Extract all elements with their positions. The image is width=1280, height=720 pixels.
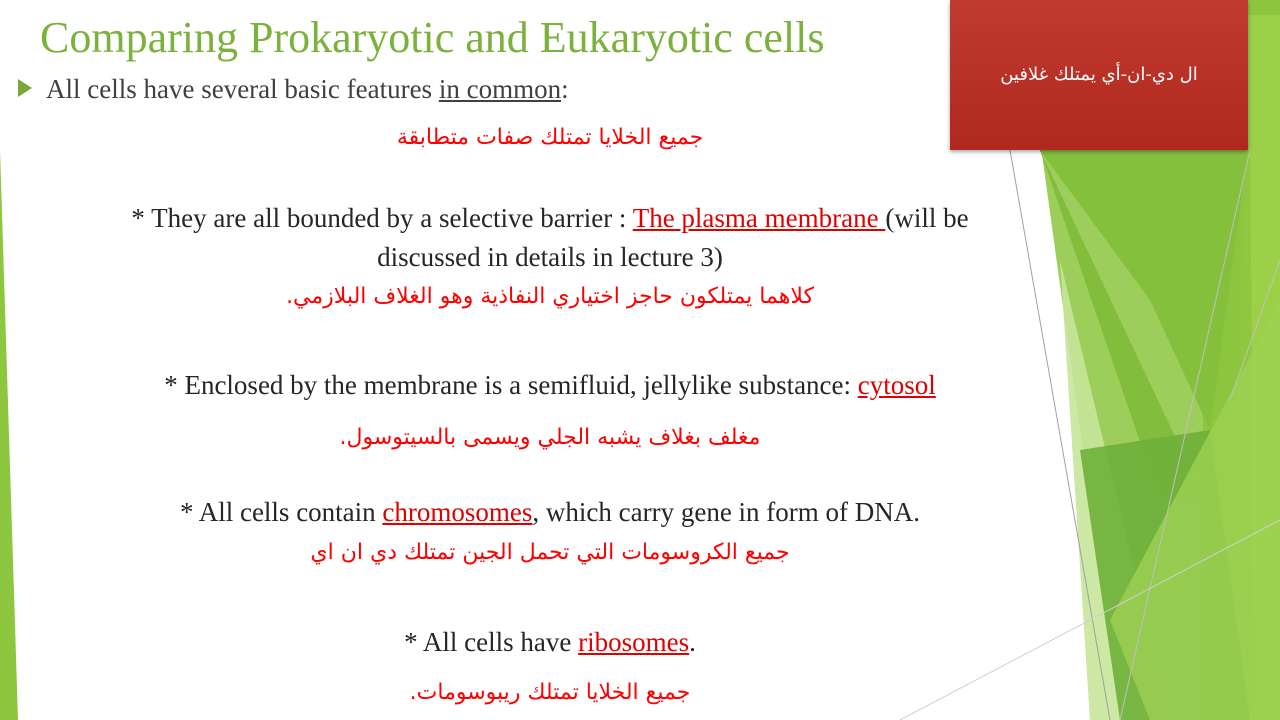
bullet-underlined-text: in common: [438, 74, 562, 104]
bullet-intro: [18, 74, 569, 105]
term-ribosomes: ribosomes: [578, 627, 690, 657]
point-chromosomes: [0, 497, 1100, 528]
point-text: * They are all bounded by a selective barrier :: [131, 203, 633, 233]
arabic-plasma-membrane: كلاهما يمتلكون حاجز اختياري النفاذية وهو الغلاف البلازمي.: [286, 284, 814, 309]
point-plasma-membrane: [0, 203, 1100, 234]
bullet-text-before: All cells have several basic features: [46, 74, 439, 104]
term-plasma-membrane: The plasma membrane: [632, 203, 886, 233]
point-ribosomes: [0, 627, 1100, 658]
note-box: [950, 0, 1248, 150]
point-text: (will be: [885, 203, 969, 233]
point-cytosol: [0, 370, 1100, 401]
note-text: ال دي-ان-أي يمتلك غلافين: [1000, 63, 1198, 85]
term-cytosol: cytosol: [857, 370, 936, 400]
arabic-cytosol: مغلف بغلاف يشبه الجلي ويسمى بالسيتوسول.: [339, 425, 761, 450]
point-text: .: [689, 627, 696, 657]
arabic-intro: جميع الخلايا تمتلك صفات متطابقة: [396, 125, 704, 150]
point-text: * All cells have: [404, 627, 579, 657]
term-chromosomes: chromosomes: [382, 497, 533, 527]
slide-title: Comparing Prokaryotic and Eukaryotic cells: [40, 13, 825, 62]
point-text: * All cells contain: [179, 497, 383, 527]
point-plasma-membrane-continuation: discussed in details in lecture 3): [377, 242, 723, 272]
arabic-ribosomes: جميع الخلايا تمتلك ريبوسومات.: [409, 680, 691, 705]
arabic-chromosomes: جميع الكروسومات التي تحمل الجين تمتلك دي ان اي: [310, 540, 790, 565]
point-text: * Enclosed by the membrane is a semifluid, jellylike substance:: [164, 370, 858, 400]
bullet-text-after: :: [561, 74, 569, 104]
triangle-bullet-icon: [18, 79, 32, 97]
point-text: , which carry gene in form of DNA.: [532, 497, 921, 527]
